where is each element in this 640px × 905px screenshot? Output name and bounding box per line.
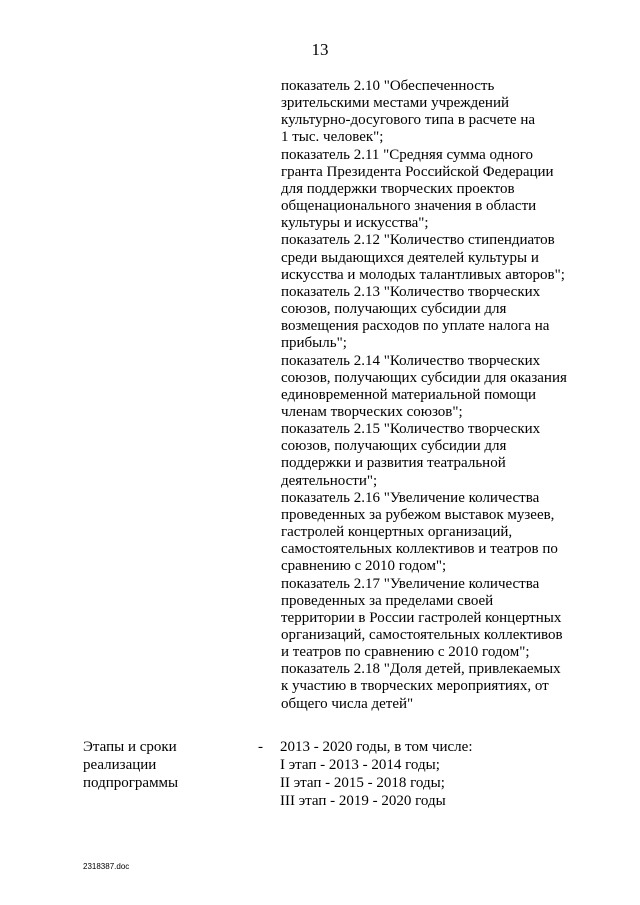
indicator-line: прибыль"; [281, 335, 347, 352]
indicator-item [281, 232, 581, 283]
stages-label-line: реализации [83, 757, 157, 773]
indicator-line: проведенных за рубежом выставок музеев, [281, 506, 555, 523]
indicator-line: деятельности"; [281, 472, 378, 489]
stages-value-line: II этап - 2015 - 2018 годы; [280, 775, 445, 791]
indicator-item [281, 353, 581, 422]
indicator-line: самостоятельных коллективов и театров по [281, 541, 558, 558]
indicator-line: к участию в творческих мероприятиях, от [281, 678, 549, 695]
indicator-line: проведенных за пределами своей [281, 592, 494, 609]
indicator-line: показатель 2.13 "Количество творческих [281, 283, 541, 300]
indicator-line: гастролей концертных организаций, [281, 524, 513, 541]
indicator-line: союзов, получающих субсидии для [281, 438, 507, 455]
stages-label-line: Этапы и сроки [83, 739, 177, 755]
indicator-line: поддержки и развития театральной [281, 455, 506, 472]
stages-value-line: I этап - 2013 - 2014 годы; [280, 757, 440, 773]
stages-label [83, 738, 233, 792]
indicator-line: показатель 2.11 "Средняя сумма одного [281, 146, 534, 163]
indicator-line: территории в России гастролей концертных [281, 609, 562, 626]
indicator-line: зрительскими местами учреждений [281, 95, 510, 112]
document-footer-filename: 2318387.doc [83, 862, 130, 871]
indicator-line: общенационального значения в области [281, 198, 537, 215]
indicator-line: показатель 2.14 "Количество творческих [281, 352, 541, 369]
indicator-item [281, 147, 581, 233]
indicator-line: членам творческих союзов"; [281, 403, 463, 420]
stages-label-line: подпрограммы [83, 775, 179, 791]
indicator-item [281, 576, 581, 662]
indicator-line: показатель 2.16 "Увеличение количества [281, 489, 540, 506]
indicator-line: искусства и молодых талантливых авторов"; [281, 266, 565, 283]
indicator-line: показатель 2.12 "Количество стипендиатов [281, 232, 555, 249]
indicator-item [281, 284, 581, 353]
indicator-line: культурно-досугового типа в расчете на [281, 112, 536, 129]
page-number: 13 [311, 40, 329, 59]
indicator-line: культуры и искусства"; [281, 215, 429, 232]
indicator-line: союзов, получающих субсидии для [281, 301, 507, 318]
stages-value-line: 2013 - 2020 годы, в том числе: [280, 739, 473, 755]
stages-dash: - [258, 739, 263, 755]
indicator-item [281, 661, 581, 712]
indicator-line: показатель 2.18 "Доля детей, привлекаемых [281, 661, 561, 678]
indicator-line: гранта Президента Российской Федерации [281, 163, 554, 180]
indicator-item [281, 78, 581, 147]
indicator-line: для поддержки творческих проектов [281, 180, 515, 197]
stages-value-line: III этап - 2019 - 2020 годы [280, 793, 446, 809]
indicator-line: возмещения расходов по уплате налога на [281, 318, 550, 335]
indicators-list [281, 78, 581, 713]
indicator-line: 1 тыс. человек"; [281, 129, 384, 146]
stages-values [280, 738, 600, 810]
indicator-line: и театров по сравнению с 2010 годом"; [281, 644, 530, 661]
indicator-line: организаций, самостоятельных коллективов [281, 627, 563, 643]
indicator-line: среди выдающихся деятелей культуры и [281, 249, 539, 266]
indicator-line: показатель 2.17 "Увеличение количества [281, 575, 540, 592]
indicator-line: общего числа детей" [281, 695, 414, 712]
indicator-line: показатель 2.15 "Количество творческих [281, 421, 541, 438]
indicator-item [281, 421, 581, 490]
indicator-line: показатель 2.10 "Обеспеченность [281, 78, 495, 94]
indicator-line: союзов, получающих субсидии для оказания [281, 369, 567, 386]
indicator-line: сравнению с 2010 годом"; [281, 558, 447, 575]
indicator-item [281, 490, 581, 576]
indicator-line: единовременной материальной помощи [281, 386, 536, 403]
